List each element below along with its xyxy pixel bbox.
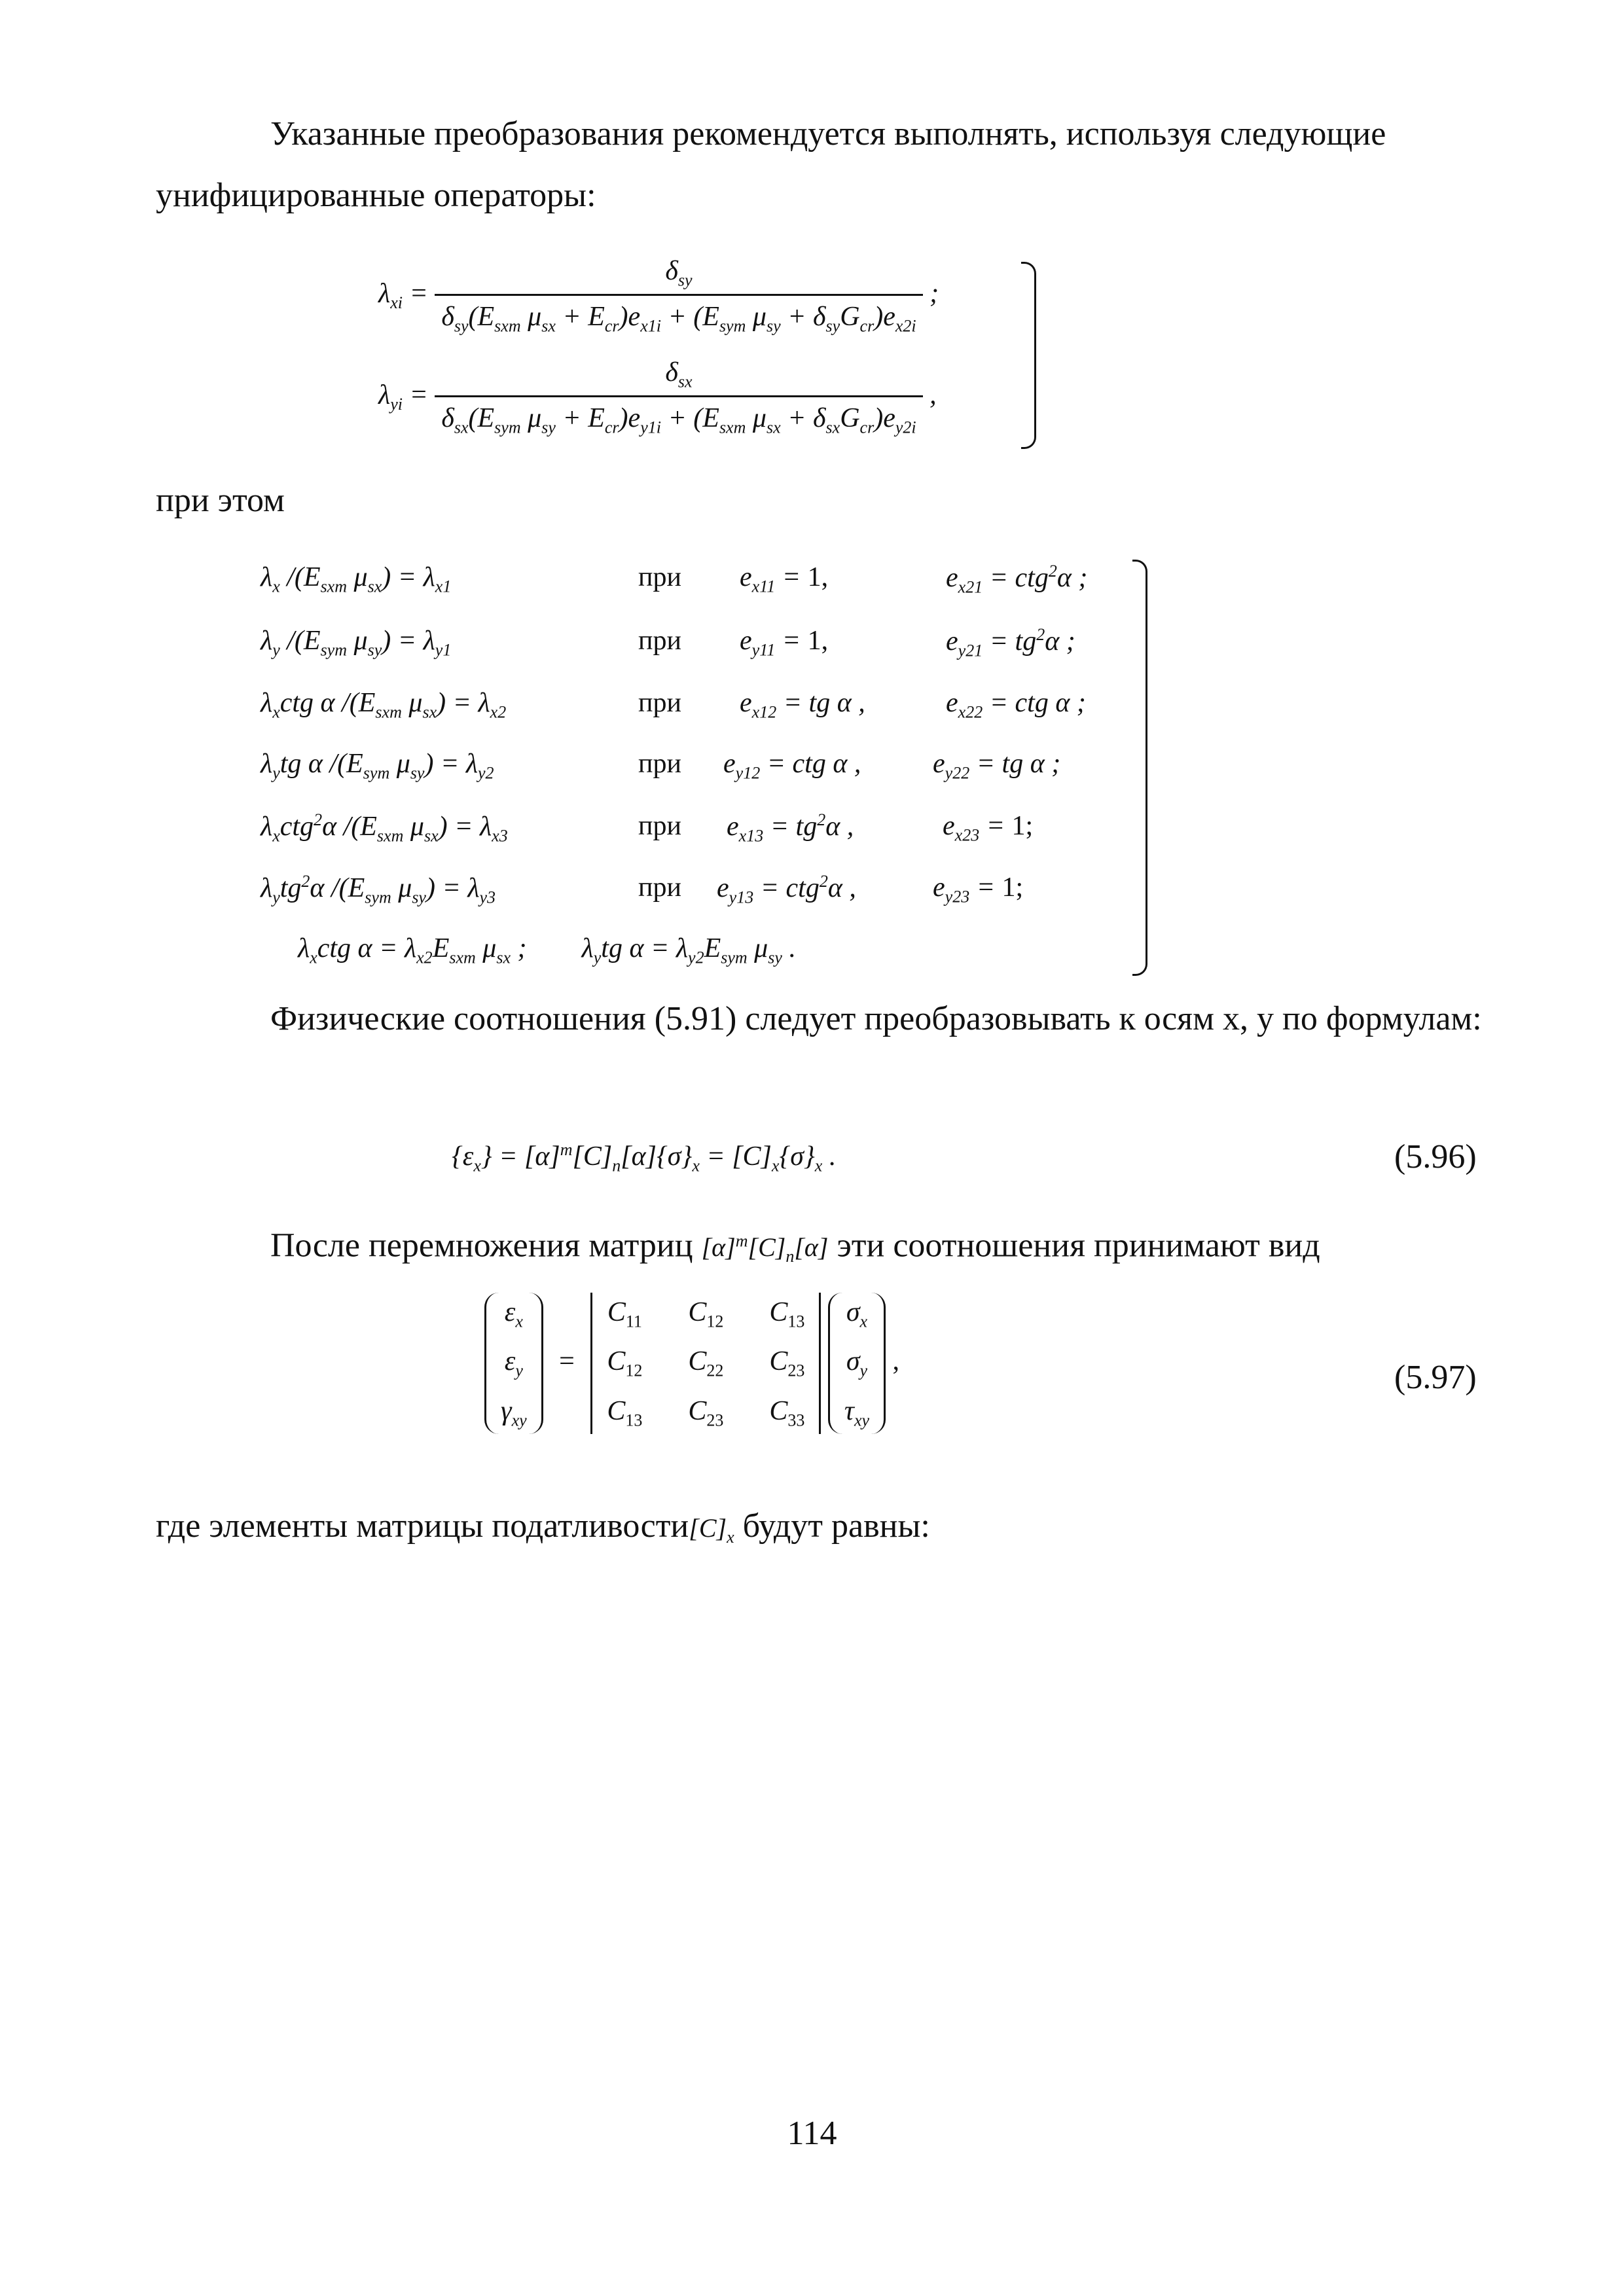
cond-c2-1: $e_{x21} = ctg^2\alpha$ ; xyxy=(946,562,1088,597)
page-number: 114 xyxy=(787,2115,837,2152)
cond-row-2: $\lambda_y$ $/(E_{sym}$ $\mu_{sy}) = \lambda_{y1}$ xyxy=(261,626,452,660)
p4-text-before: После перемножения матриц xyxy=(270,1227,693,1265)
equation-5-96: $\{\varepsilon_x\} = [\alpha]^т[C]_n[\alpha]\{\sigma\}_x = [C]_x\{\sigma\}_x$ . xyxy=(452,1140,837,1175)
conditions-brace xyxy=(1132,560,1147,976)
c22: $C_{22}$ xyxy=(688,1346,724,1380)
pri-label-5: при xyxy=(638,811,681,841)
p4-text-after: эти соотношения принимают вид xyxy=(837,1227,1320,1265)
stress-txy: $\tau_{xy}$ xyxy=(844,1395,870,1430)
cond-c2-6: $e_{y23} = 1$; xyxy=(933,872,1024,906)
cond-row-5: $\lambda_xctg^2\alpha$ $/(E_{sxm}$ $\mu_{sx}) = \lambda_{x3}$ xyxy=(261,810,508,846)
stress-sx: $\sigma_x$ xyxy=(846,1297,868,1331)
pri-label-3: при xyxy=(638,688,681,718)
operator-lambda-yi: $\lambda_{yi}$ = $\frac{\delta_{sx}}{\delta_{sx}(E_{sym} \mu_{sy} + E_{cr})e_{y1i} + (E_{sxm} \mu_{sx} + \delta_{sx}G_{cr})e_{y2i}}$ , xyxy=(378,357,937,437)
equation-5-97: $\varepsilon_x$ $\varepsilon_y$ $\gamma_{xy}$ = $C_{11}$ $C_{12}$ $C_{13}$ $C_{12}$ $C_{22}$ $C_{23}$ $C_{13}$ $C_{23}$ $C_{33}$ $\sigma_x$ $\sigma_y$ $\tau_{xy}$ , xyxy=(484,1293,899,1434)
pri-label-2: при xyxy=(638,626,681,656)
equation-number-5-96: (5.96) xyxy=(1394,1138,1477,1175)
p5-inline-formula: $[C]_x$ xyxy=(689,1513,734,1547)
c31: $C_{13}$ xyxy=(607,1395,643,1430)
p5-text-before: где элементы матрицы податливости xyxy=(156,1507,689,1545)
cond-c1-2: $e_{y11} = 1$, xyxy=(740,626,829,660)
strain-ex: $\varepsilon_x$ xyxy=(504,1297,523,1331)
cond-row-6: $\lambda_ytg^2\alpha$ $/(E_{sym}$ $\mu_{sy}) = \lambda_{y3}$ xyxy=(261,872,496,907)
cond-c1-3: $e_{x12}$ = tg α , xyxy=(740,688,865,722)
paragraph-pri-etom: при этом xyxy=(156,482,285,519)
stress-vector xyxy=(828,1293,886,1434)
cond-c2-2: $e_{y21} = tg^2\alpha$ ; xyxy=(946,625,1075,660)
c21: $C_{12}$ xyxy=(607,1346,643,1380)
strain-ey: $\varepsilon_y$ xyxy=(504,1346,523,1380)
pri-label-4: при xyxy=(638,749,681,779)
stress-sy: $\sigma_y$ xyxy=(846,1346,868,1380)
pri-label-1: при xyxy=(638,562,681,592)
cond-c1-4: $e_{y12}$ = ctg α , xyxy=(723,749,861,783)
paragraph-intro: Указанные преобразования рекомендуется выполнять, используя следующие унифицированные операторы: xyxy=(156,115,1386,214)
cond-c1-5: $e_{x13} = tg^2\alpha$ , xyxy=(727,810,854,846)
cond-row-1: $\lambda_x$ $/(E_{sxm}$ $\mu_{sx}) = \lambda_{x1}$ xyxy=(261,562,452,596)
c11: $C_{11}$ xyxy=(607,1297,642,1331)
strain-gxy: $\gamma_{xy}$ xyxy=(501,1395,527,1430)
equation-number-5-97: (5.97) xyxy=(1394,1359,1477,1396)
cond-c2-3: $e_{x22}$ = ctg α ; xyxy=(946,688,1086,722)
c13: $C_{13}$ xyxy=(769,1297,805,1331)
cond-c2-5: $e_{x23} = 1$; xyxy=(943,811,1034,845)
cond-c1-1: $e_{x11} = 1$, xyxy=(740,562,829,596)
p5-text-after: будут равны: xyxy=(742,1507,930,1545)
operator-lambda-xi: $\lambda_{xi}$ = $\frac{\delta_{sy}}{\delta_{sy}(E_{sxm} \mu_{sx} + E_{cr})e_{x1i} + (E_{sym} \mu_{sy} + \delta_{sy}G_{cr})e_{x2i}}$ ; xyxy=(378,256,939,336)
compliance-matrix xyxy=(590,1293,821,1434)
paragraph-physical-relations: Физические соотношения (5.91) следует преобразовывать к осям x, y по формулам: xyxy=(270,1000,1482,1037)
cond-c1-6: $e_{y13} = ctg^2\alpha$ , xyxy=(717,872,856,907)
c33: $C_{33}$ xyxy=(769,1395,805,1430)
cond-last-row: $\lambda_xctg$ $\alpha = \lambda_{x2}E_{sxm}$ $\mu_{sx}$ ; $\lambda_ytg$ $\alpha = \lambda_{y2}E_{sym}$ $\mu_{sy}$ . xyxy=(298,933,796,967)
cond-row-4: $\lambda_ytg$ α $/(E_{sym}$ $\mu_{sy}) = \lambda_{y2}$ xyxy=(261,749,494,783)
c23: $C_{23}$ xyxy=(769,1346,805,1380)
strain-vector xyxy=(484,1293,543,1434)
cond-row-3: $\lambda_xctg$ α $/(E_{sxm}$ $\mu_{sx}) = \lambda_{x2}$ xyxy=(261,688,507,722)
cond-c2-4: $e_{y22}$ = tg α ; xyxy=(933,749,1061,783)
operators-brace xyxy=(1021,262,1036,449)
c32: $C_{23}$ xyxy=(688,1395,724,1430)
paragraph-matrix-product xyxy=(270,1211,1320,1287)
pri-label-6: при xyxy=(638,872,681,903)
p4-inline-formula: $[\alpha]^т[C]_n[\alpha]$ xyxy=(701,1232,829,1266)
paragraph-compliance-elements xyxy=(156,1496,930,1568)
c12: $C_{12}$ xyxy=(688,1297,724,1331)
